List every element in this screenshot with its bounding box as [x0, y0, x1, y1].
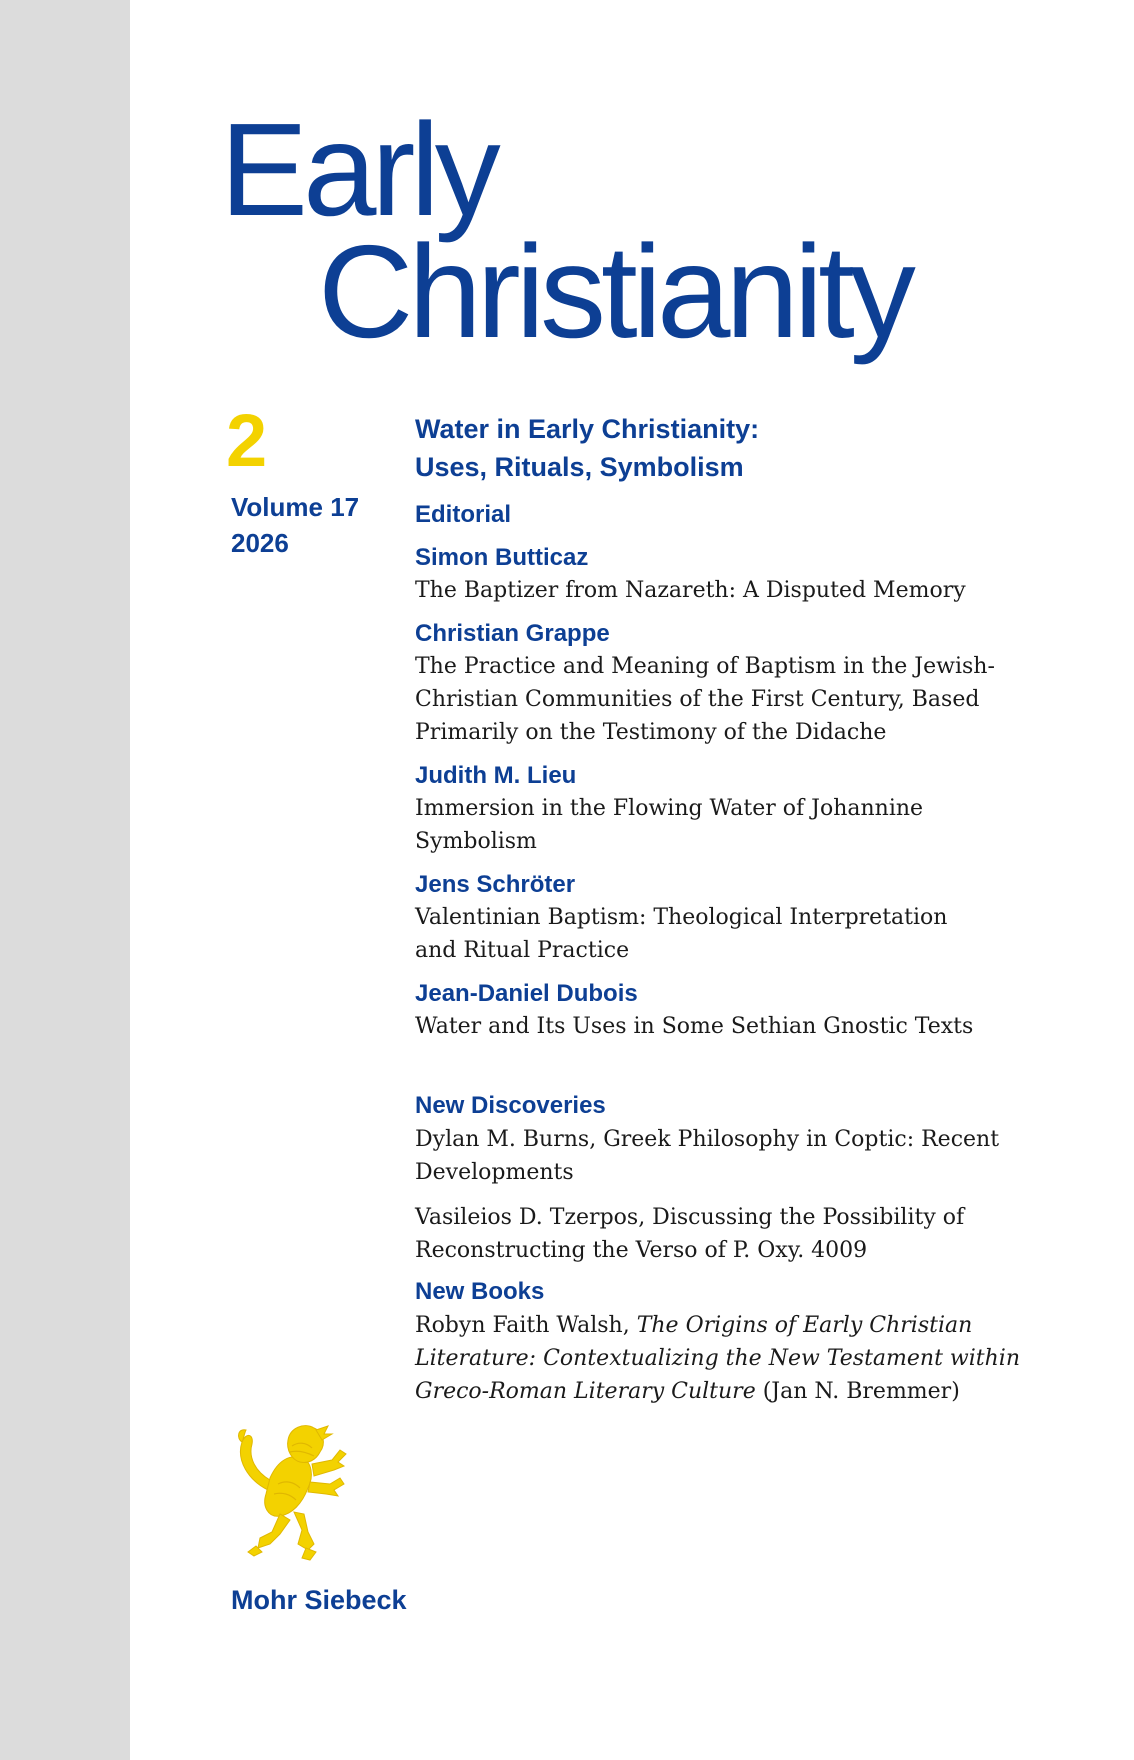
book-review-line: [415, 1375, 1115, 1408]
book-review-line: [415, 1342, 1115, 1375]
issue-number: 2: [226, 399, 268, 482]
table-of-contents: [415, 410, 1115, 1408]
book-title-part: The Origins of Early Christian: [636, 1313, 973, 1338]
journal-title-early: Early: [220, 96, 496, 243]
article-title-line: Primarily on the Testimony of the Didache: [415, 720, 887, 745]
publisher-name: Mohr Siebeck: [231, 1585, 407, 1615]
article-title-line: The Baptizer from Nazareth: A Disputed Memory: [415, 578, 966, 603]
article-entry: [415, 618, 1115, 749]
discovery-line: Reconstructing the Verso of P. Oxy. 4009: [415, 1238, 868, 1263]
lion-logo-icon: [228, 1420, 358, 1570]
article-author: Christian Grappe: [415, 620, 610, 647]
new-books-heading: New Books: [415, 1278, 545, 1305]
book-review-line: [415, 1309, 1115, 1342]
article-title-line: Symbolism: [415, 829, 537, 854]
article-author: Judith M. Lieu: [415, 762, 577, 789]
discovery-line: Developments: [415, 1160, 574, 1185]
article-title-line: Christian Communities of the First Century, Based: [415, 687, 980, 712]
discovery-line: Dylan M. Burns, Greek Philosophy in Coptic: Recent: [415, 1127, 1000, 1152]
gray-spine-band: [0, 0, 130, 1760]
article-author: Simon Butticaz: [415, 544, 589, 571]
article-title-line: Valentinian Baptism: Theological Interpretation: [415, 905, 948, 930]
article-title-line: Immersion in the Flowing Water of Johannine: [415, 796, 924, 821]
book-author: Robyn Faith Walsh,: [415, 1313, 637, 1338]
theme-title-line2: Uses, Rituals, Symbolism: [415, 452, 744, 482]
article-author: Jean-Daniel Dubois: [415, 980, 638, 1007]
editorial-heading: Editorial: [415, 501, 512, 528]
book-review-entry: [415, 1309, 1115, 1408]
article-author: Jens Schröter: [415, 871, 576, 898]
discovery-entry: [415, 1123, 1115, 1189]
volume-label: Volume 17: [231, 492, 360, 522]
new-discoveries-heading: New Discoveries: [415, 1092, 606, 1119]
book-title-part: Literature: Contextualizing the New Testament within: [415, 1346, 1020, 1371]
discovery-entry: [415, 1201, 1115, 1267]
book-title-part: Greco-Roman Literary Culture: [415, 1379, 756, 1404]
book-reviewer: (Jan N. Bremmer): [755, 1379, 960, 1404]
journal-title-christianity: Christianity: [318, 218, 911, 365]
article-entry: [415, 760, 1115, 858]
article-title-line: and Ritual Practice: [415, 938, 630, 963]
article-entry: [415, 869, 1115, 967]
article-title-line: Water and Its Uses in Some Sethian Gnostic Texts: [415, 1014, 974, 1039]
theme-title-line1: Water in Early Christianity:: [415, 414, 760, 444]
article-title-line: The Practice and Meaning of Baptism in the Jewish-: [415, 654, 995, 679]
discovery-line: Vasileios D. Tzerpos, Discussing the Possibility of: [415, 1205, 965, 1230]
article-entry: [415, 978, 1115, 1043]
year-label: 2026: [231, 528, 289, 558]
article-entry: [415, 542, 1115, 607]
